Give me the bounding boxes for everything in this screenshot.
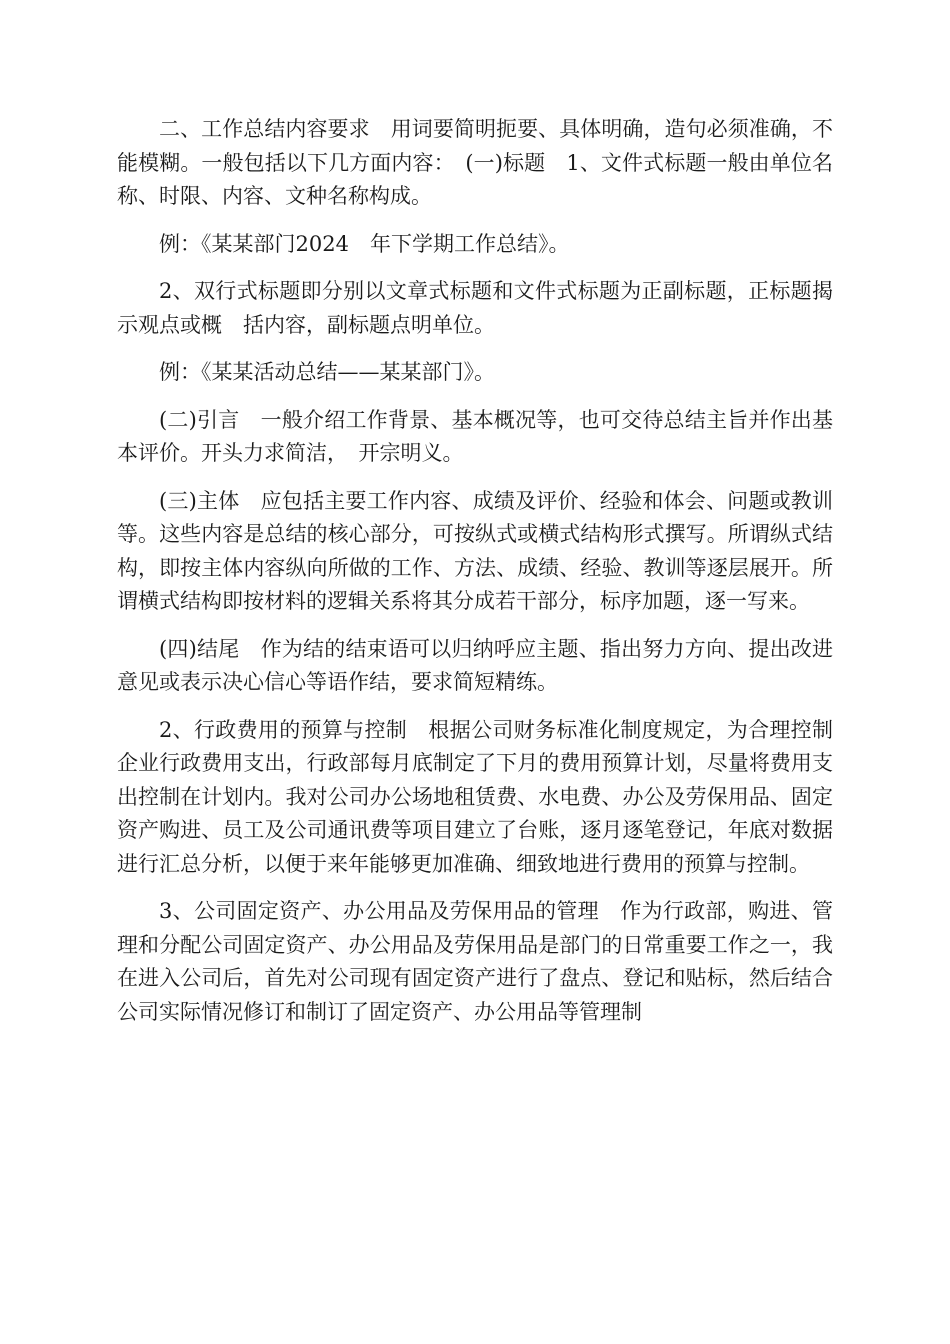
paragraph-example-double-title: 例：《某某活动总结——某某部门》。 [159, 360, 495, 384]
paragraph-asset-management: 3、公司固定资产、办公用品及劳保用品的管理 作为行政部，购进、管理和分配公司固定资产、办公用品及劳保用品是部门的日常重要工作之一，我在进入公司后，首先对公司现有固定资产进行了盘点、登记和贴标，然后结合公司实际情况修订和制订了固定资产、办公用品等管理制 [117, 899, 833, 1024]
paragraph-budget-control: 2、行政费用的预算与控制 根据公司财务标准化制度规定，为合理控制企业行政费用支出，行政部每月底制定了下月的费用预算计划，尽量将费用支出控制在计划内。我对公司办公场地租赁费、水电费、办公及劳保用品、固定资产购进、员工及公司通讯费等项目建立了台账，逐月逐笔登记，年底对数据进行汇总分析，以便于来年能够更加准确、细致地进行费用的预算与控制。 [117, 717, 833, 876]
document-body [117, 113, 833, 1043]
paragraph-double-line-title: 2、双行式标题即分别以文章式标题和文件式标题为正副标题，正标题揭示观点或概 括内容，副标题点明单位。 [117, 279, 833, 337]
paragraph-main-body: (三)主体 应包括主要工作内容、成绩及评价、经验和体会、问题或教训等。这些内容是总结的核心部分，可按纵式或横式结构形式撰写。所谓纵式结构，即按主体内容纵向所做的工作、方法、成绩、经验、教训等逐层展开。所谓横式结构即按材料的逻辑关系将其分成若干部分，标序加题，逐一写来。 [117, 488, 833, 613]
paragraph-example-file-title: 例：《某某部门2024 年下学期工作总结》。 [159, 231, 570, 256]
paragraph-introduction: (二)引言 一般介绍工作背景、基本概况等，也可交待总结主旨并作出基本评价。开头力求简洁， 开宗明义。 [117, 407, 833, 465]
paragraph-content-requirements: 二、工作总结内容要求 用词要简明扼要、具体明确，造句必须准确，不能模糊。一般包括以下几方面内容： (一)标题 1、文件式标题一般由单位名称、时限、内容、文种名称构成。 [117, 117, 833, 208]
paragraph-ending: (四)结尾 作为结的结束语可以归纳呼应主题、指出努力方向、提出改进意见或表示决心信心等语作结，要求简短精练。 [117, 636, 833, 694]
